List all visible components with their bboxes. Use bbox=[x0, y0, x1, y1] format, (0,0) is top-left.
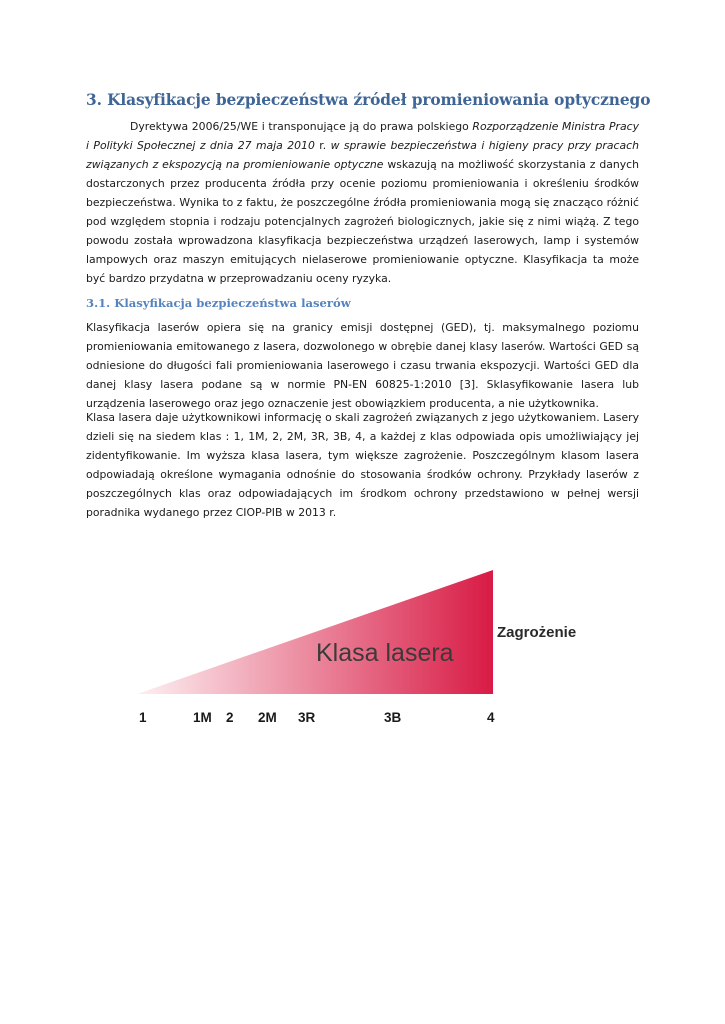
laser-class-diagram bbox=[120, 560, 600, 730]
class-label-1m: 1M bbox=[193, 710, 212, 725]
section-title: 3. Klasyfikacje bezpieczeństwa źródeł promieniowania optycznego bbox=[86, 91, 651, 109]
class-label-2m: 2M bbox=[258, 710, 277, 725]
paragraph-text: wskazują na możliwość skorzystania z danych dostarczonych przez producenta źródła przy ocenie poziomu promieniowania i określeniu środków bezpieczeństwa. Wynika to z faktu, że poszczególne źródła promieniowania mogą się znacząco różnić pod względem stopnia i rodzaju potencjalnych zagrożeń biologicznych, jakie się z nimi wiążą. Z tego powodu została wprowadzona klasyfikacja bezpieczeństwa urządzeń laserowych, lamp i systemów lampowych oraz maszyn emitujących nielaserowe promieniowanie optyczne. Klasyfikacja ta może być bardzo przydatna w przeprowadzaniu oceny ryzyka. bbox=[86, 158, 639, 285]
regulation-title-italic: Rozporządzenie Ministra Pracy i Polityki Społecznej z dnia 27 maja 2010 bbox=[86, 120, 639, 152]
class-label-3b: 3B bbox=[384, 710, 402, 725]
paragraph-directive bbox=[86, 117, 639, 288]
paragraph-text: r. bbox=[314, 139, 331, 152]
triangle-label: Klasa lasera bbox=[316, 639, 454, 667]
class-label-1: 1 bbox=[139, 710, 147, 725]
paragraph-ged: Klasyfikacja laserów opiera się na granicy emisji dostępnej (GED), tj. maksymalnego poziomu promieniowania emitowanego z lasera, dozwolonego w obrębie danej klasy laserów. Wartości GED są odniesione do długości fali promieniowania laserowego i czasu trwania ekspozycji. Wartości GED dla danej klasy lasera podane są w normie PN-EN 60825-1:2010 [3]. Sklasyfikowanie lasera lub urządzenia laserowego oraz jego oznaczenie jest obowiązkiem producenta, a nie użytkownika. bbox=[86, 321, 639, 410]
class-label-2: 2 bbox=[226, 710, 234, 725]
laser-class-diagram-svg bbox=[120, 560, 600, 730]
paragraph-text: Dyrektywa 2006/25/WE i transponujące ją do prawa polskiego bbox=[130, 120, 473, 133]
risk-triangle bbox=[137, 570, 493, 694]
class-labels bbox=[139, 710, 495, 725]
subsection-title: 3.1. Klasyfikacja bezpieczeństwa laserów bbox=[86, 296, 351, 310]
class-label-3r: 3R bbox=[298, 710, 316, 725]
risk-label: Zagrożenie bbox=[497, 624, 577, 641]
paragraph-laser-classes: Klasa lasera daje użytkownikowi informację o skali zagrożeń związanych z jego użytkowaniem. Lasery dzieli się na siedem klas : 1, 1M, 2, 2M, 3R, 3B, 4, a każdej z klas odpowiada opis umożliwiający jej zidentyfikowanie. Im wyższa klasa lasera, tym większe zagrożenie. Poszczególnym klasom lasera odpowiadają określone wymagania odnośnie do stosowania środków ochrony. Przykłady laserów z poszczególnych klas oraz odpowiadających im środkom ochrony przedstawiono w pełnej wersji poradnika wydanego przez CIOP-PIB w 2013 r. bbox=[86, 411, 639, 519]
regulation-subject-italic: w sprawie bezpieczeństwa i higieny pracy przy pracach związanych z ekspozycją na promieniowanie optyczne bbox=[86, 139, 639, 171]
class-label-4: 4 bbox=[487, 710, 495, 725]
